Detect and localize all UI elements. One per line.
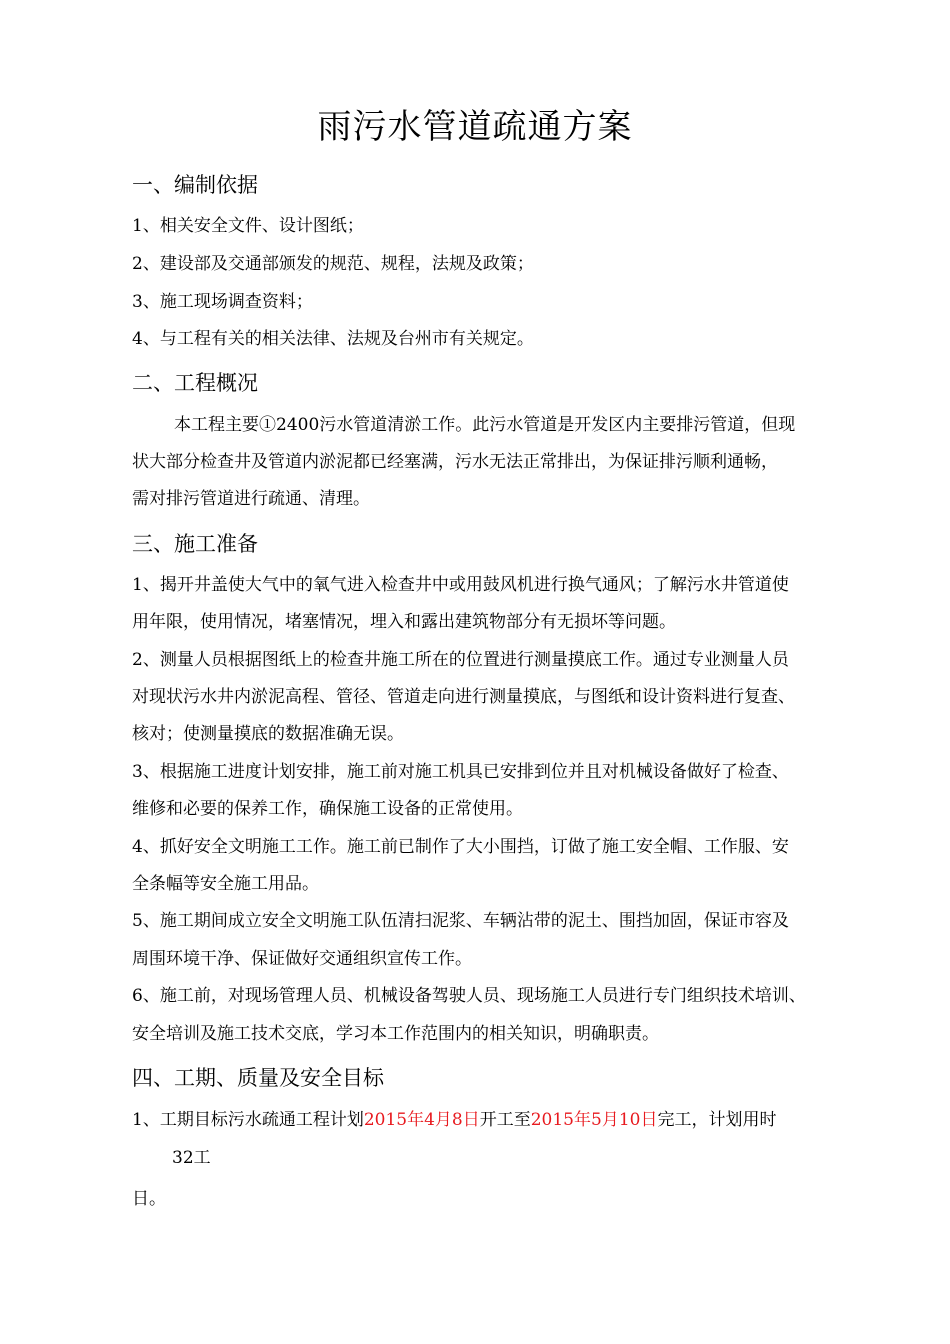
preparation-line-7: 维修和必要的保养工作，确保施工设备的正常使用。 xyxy=(132,799,523,819)
preparation-line-4: 对现状污水井内淤泥高程、管径、管道走向进行测量摸底，与图纸和设计资料进行复查、 xyxy=(132,687,795,707)
preparation-line-2: 用年限，使用情况，堵塞情况，埋入和露出建筑物部分有无损坏等问题。 xyxy=(132,612,676,632)
section-heading-preparation: 三、施工准备 xyxy=(132,532,258,556)
schedule-continuation-1: 32工 xyxy=(172,1148,211,1168)
preparation-line-12: 6、施工前，对现场管理人员、机械设备驾驶人员、现场施工人员进行专门组织技术培训、 xyxy=(132,986,806,1006)
schedule-continuation-2: 日。 xyxy=(132,1189,166,1209)
schedule-middle: 开工至 xyxy=(479,1110,531,1130)
preparation-line-13: 安全培训及施工技术交底，学习本工作范围内的相关知识，明确职责。 xyxy=(132,1024,659,1044)
basis-item-4: 4、与工程有关的相关法律、法规及台州市有关规定。 xyxy=(132,329,534,349)
preparation-line-1: 1、揭开井盖使大气中的氧气进入检查井中或用鼓风机进行换气通风；了解污水井管道使 xyxy=(132,575,789,595)
basis-item-3: 3、施工现场调查资料； xyxy=(132,292,313,312)
section-heading-overview: 二、工程概况 xyxy=(132,371,258,395)
preparation-line-10: 5、施工期间成立安全文明施工队伍清扫泥浆、车辆沾带的泥土、围挡加固，保证市容及 xyxy=(132,911,789,931)
section-heading-basis: 一、编制依据 xyxy=(132,173,258,197)
section-heading-targets: 四、工期、质量及安全目标 xyxy=(132,1066,384,1090)
document-title: 雨污水管道疏通方案 xyxy=(317,107,633,147)
preparation-line-11: 周围环境干净、保证做好交通组织宣传工作。 xyxy=(132,949,472,969)
preparation-line-8: 4、抓好安全文明施工工作。施工前已制作了大小围挡，订做了施工安全帽、工作服、安 xyxy=(132,837,789,857)
preparation-line-9: 全条幅等安全施工用品。 xyxy=(132,874,319,894)
basis-item-2: 2、建设部及交通部颁发的规范、规程，法规及政策； xyxy=(132,254,534,274)
schedule-start-date: 2015年4月8日 xyxy=(363,1110,480,1130)
overview-line-3: 需对排污管道进行疏通、清理。 xyxy=(132,489,370,509)
schedule-target-line xyxy=(132,1107,776,1133)
preparation-line-5: 核对；使测量摸底的数据准确无误。 xyxy=(132,724,404,744)
overview-line-1: 本工程主要①2400污水管道清淤工作。此污水管道是开发区内主要排污管道，但现 xyxy=(174,415,796,435)
overview-line-2: 状大部分检查井及管道内淤泥都已经塞满，污水无法正常排出，为保证排污顺利通畅， xyxy=(132,452,778,472)
schedule-suffix: 完工，计划用时 xyxy=(657,1110,777,1130)
basis-item-1: 1、相关安全文件、设计图纸； xyxy=(132,216,364,236)
preparation-line-6: 3、根据施工进度计划安排，施工前对施工机具已安排到位并且对机械设备做好了检查、 xyxy=(132,762,789,782)
schedule-end-date: 2015年5月10日 xyxy=(530,1110,658,1130)
preparation-line-3: 2、测量人员根据图纸上的检查井施工所在的位置进行测量摸底工作。通过专业测量人员 xyxy=(132,650,789,670)
schedule-prefix: 1、工期目标污水疏通工程计划 xyxy=(132,1110,364,1130)
